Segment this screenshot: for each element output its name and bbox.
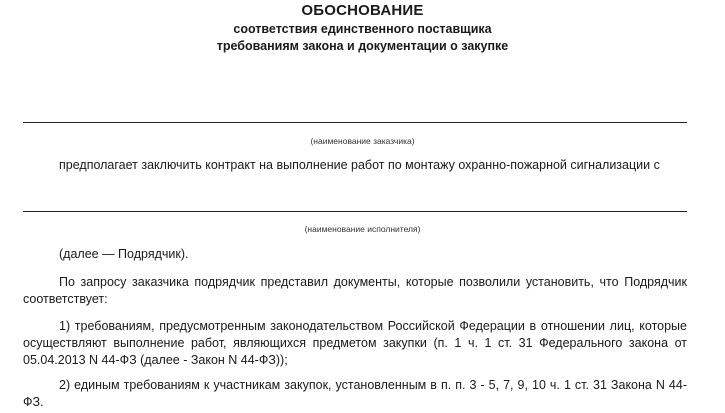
- contract-intent-paragraph: предполагает заключить контракт на выполнение работ по монтажу охранно-пожарной сигнализации с: [59, 158, 660, 172]
- customer-name-blank-line: [23, 122, 687, 123]
- document-subtitle-line-1: соответствия единственного поставщика: [233, 22, 492, 36]
- contractor-name-blank-line: [23, 211, 687, 212]
- requirement-item-2: 2) единым требованиям к участникам закупок, установленным в п. п. 3 - 5, 7, 9, 10 ч. 1 ст. 31 Закона N 44-ФЗ.: [23, 378, 687, 409]
- document-title: ОБОСНОВАНИЕ: [301, 2, 424, 19]
- customer-name-caption: (наименование заказчика): [310, 136, 415, 146]
- contractor-definition-paragraph: (далее — Подрядчик).: [59, 247, 189, 261]
- documents-provided-paragraph: По запросу заказчика подрядчик представил документы, которые позволили установить, что Подрядчик соответствует:: [23, 275, 687, 306]
- document-subtitle-line-2: требованиям закона и документации о закупке: [216, 39, 509, 53]
- requirement-item-1: 1) требованиям, предусмотренным законодательством Российской Федерации в отношении лиц, которые осуществляют выполнение работ, являющихся предметом закупки (п. 1 ч. 1 ст. 31 Федерального закона от 05.04.2013 N 44-ФЗ (далее - Закон N 44-ФЗ));: [23, 319, 687, 367]
- contractor-name-caption: (наименование исполнителя): [304, 224, 421, 234]
